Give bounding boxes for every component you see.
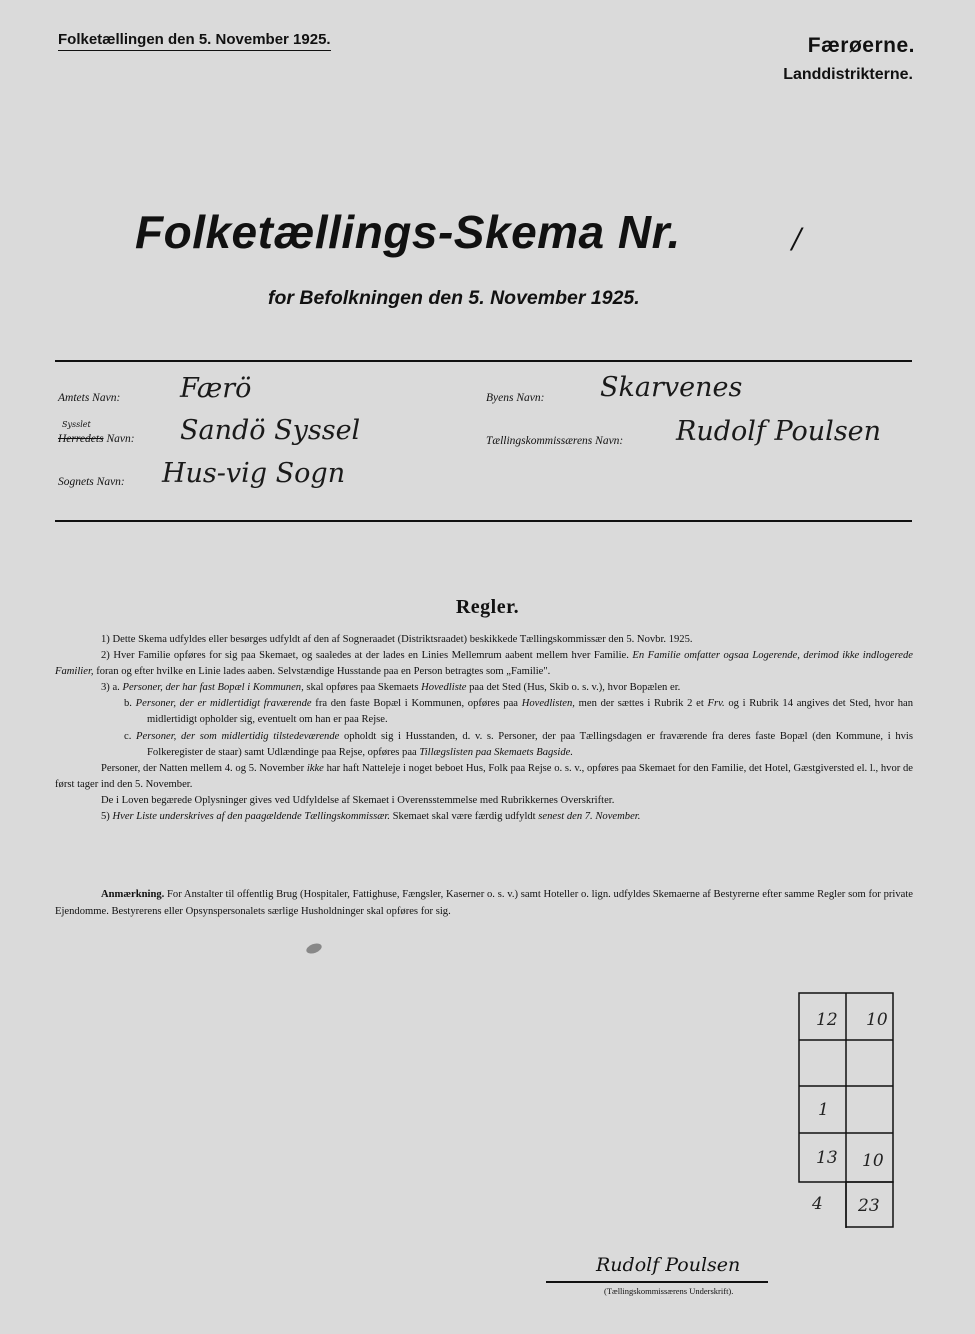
rules-heading: Regler. — [455, 596, 520, 618]
rule-3b-text-end: og i Rubrik 14 angives det Sted, hvor han midlertidigt opholder sig, eventuelt om han er paa Rejse. — [147, 698, 914, 726]
herred-value: Sandö Syssel — [180, 415, 361, 446]
signature-caption: (Tællingskommissærens Underskrift). — [604, 1286, 734, 1296]
tally-grid — [798, 992, 894, 1228]
rule-3d-text-end: har haft Natteleje i noget beboet Hus, Folk paa Rejse o. s. v., opføres paa Skemaet for den Familie, det Hotel, Gæstgiversted el. l., hvor de først tager ind den 5. November. — [55, 762, 913, 790]
form-number-mark: / — [792, 222, 802, 255]
rule-3a-hovedliste: Hovedliste — [421, 682, 467, 694]
by-label: Byens Navn: — [486, 392, 545, 404]
tally-r4-c1: 13 — [816, 1148, 838, 1168]
rule-2-text: 2) Hver Familie opføres for sig paa Skemaet, og saaledes at der lades en Linies Mellemrum aabent mellem hver Familie. — [101, 650, 633, 662]
amt-label: Amtets Navn: — [58, 392, 121, 404]
region-heading: Færøerne. — [807, 34, 915, 57]
rule-3b-hovedlisten: Hovedlisten, — [521, 698, 575, 710]
rule-2-text-end: foran og efter hvilke en Linie lades aaben. Selvstændige Husstande paa en Person betragtes som „Familie". — [93, 666, 551, 678]
tally-r1-c1: 12 — [816, 1010, 838, 1030]
rule-3a-emphasis: Personer, der har fast Bopæl i Kommunen, — [122, 682, 304, 694]
rule-5-deadline: senest den 7. November. — [538, 811, 641, 823]
commissioner-signature: Rudolf Poulsen — [596, 1254, 741, 1276]
rule-3c-text: opholdt sig i Husstanden, d. v. s. Personer, der paa Tællingsdagen er fraværende fra deres faste Bopæl (den Kommune, i hvis Folkeregister de staar) samt Udlændinge paa Rejse, opføres paa — [147, 730, 913, 758]
signature-line — [546, 1281, 768, 1283]
form-title: Folketællings-Skema Nr. — [135, 206, 681, 258]
tally-r5-c2: 23 — [858, 1196, 880, 1216]
rule-1: 1) Dette Skema udfyldes eller besørges udfyldt af den af Sogneraadet (Distriktsraadet) beskikkede Tællingskommissær den 5. Novbr. 1925. — [101, 634, 693, 645]
rule-3a-text: skal opføres paa Skemaets — [303, 682, 422, 694]
census-tag: Folketællingen den 5. November 1925. — [58, 31, 331, 51]
subregion-heading: Landdistrikterne. — [783, 66, 913, 83]
rule-2 — [55, 648, 913, 680]
tally-r3-c1: 1 — [818, 1100, 829, 1120]
remark-text: For Anstalter til offentlig Brug (Hospitaler, Fattighuse, Fængsler, Kaserner o. s. v.) samt Hoteller o. lign. udfyldes Skemaerne af Bestyrerne efter samme Regler som for private Ejendomme. Bestyrerens eller Opsynspersonalets særlige Husholdninger skal opføres for sig. — [55, 889, 913, 917]
rule-3b-emphasis: Personer, der er midlertidigt fraværende — [135, 698, 312, 710]
rule-3b — [55, 696, 913, 728]
rule-4: De i Loven begærede Oplysninger gives ved Udfyldelse af Skemaet i Overensstemmelse med Rubrikkernes Overskrifter. — [101, 794, 615, 806]
rule-5-text: Skemaet skal være færdig udfyldt — [389, 811, 539, 823]
rule-3b-text: fra den faste Bopæl i Kommunen, opføres paa — [311, 698, 522, 710]
rule-3b-text-2: men der sættes i Rubrik 2 et — [574, 698, 708, 710]
rule-2-emphasis: En Familie omfatter ogsaa Logerende, derimod ikke indlogerede Familier, — [55, 650, 913, 678]
rule-3a-num: 3) a. — [101, 682, 123, 694]
herred-label-rest: Navn: — [106, 433, 135, 445]
rule-3c — [55, 729, 913, 761]
tally-r5-c1: 4 — [812, 1194, 823, 1214]
kommissaer-value: Rudolf Poulsen — [676, 416, 882, 447]
herred-label — [58, 433, 135, 445]
rule-3c-tillaegsliste: Tillægslisten paa Skemaets Bagside. — [419, 746, 574, 758]
rule-5 — [55, 809, 913, 825]
rules-text — [55, 632, 913, 825]
ink-smudge — [305, 942, 323, 956]
sogn-label: Sognets Navn: — [58, 476, 125, 488]
rule-3d-text: Personer, der Natten mellem 4. og 5. November — [101, 762, 307, 774]
rule-5-num: 5) — [101, 811, 113, 823]
amt-value: Færö — [180, 373, 252, 404]
remark-note — [55, 886, 913, 920]
rule-5-emphasis: Hver Liste underskrives af den paagældende Tællingskommissær. — [112, 811, 390, 823]
rule-3d-ikke: ikke — [306, 762, 324, 774]
rule-3d — [55, 761, 913, 793]
remark-label: Anmærkning. — [101, 889, 165, 900]
rule-3a-text-end: paa det Sted (Hus, Skib o. s. v.), hvor Bopælen er. — [466, 682, 681, 694]
rule-3b-num: b. — [124, 698, 136, 710]
rule-3c-emphasis: Personer, der som midlertidig tilstedeværende — [136, 730, 340, 742]
sogn-value: Hus-vig Sogn — [162, 458, 346, 489]
rule-3c-num: c. — [124, 730, 137, 742]
herred-label-struck: Herredets — [58, 433, 104, 445]
herred-label-correction: Sysslet — [62, 420, 91, 429]
form-subtitle: for Befolkningen den 5. November 1925. — [268, 287, 640, 309]
top-divider — [55, 360, 912, 362]
bottom-divider — [55, 520, 912, 522]
rule-3a — [55, 680, 913, 696]
rule-3b-frv: Frv. — [707, 698, 725, 710]
tally-r4-c2: 10 — [862, 1151, 884, 1171]
by-value: Skarvenes — [600, 372, 743, 403]
tally-r1-c2: 10 — [866, 1010, 888, 1030]
kommissaer-label: Tællingskommissærens Navn: — [486, 435, 624, 447]
